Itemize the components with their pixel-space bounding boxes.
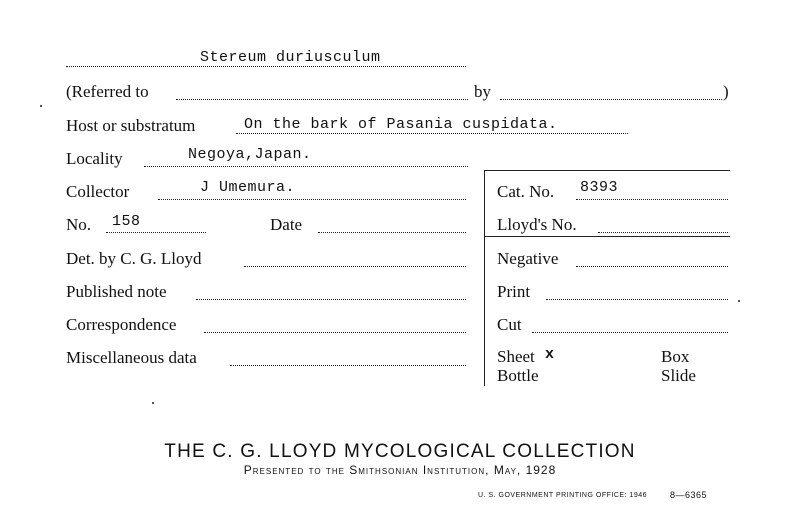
right-box-divider <box>484 236 730 237</box>
lloyds-no-line <box>598 232 728 233</box>
negative-label: Negative <box>497 249 559 268</box>
scan-speck <box>152 402 154 404</box>
by-label: by <box>474 82 491 101</box>
by-line <box>500 99 722 100</box>
cat-no-label: Cat. No. <box>497 182 555 201</box>
collection-title: THE C. G. LLOYD MYCOLOGICAL COLLECTION <box>164 441 636 462</box>
no-value: 158 <box>112 213 141 230</box>
date-label: Date <box>270 215 303 234</box>
cut-label: Cut <box>497 315 522 334</box>
close-paren: ) <box>723 82 729 101</box>
negative-line <box>576 266 728 267</box>
no-label: No. <box>66 215 92 234</box>
printing-office-note: U. S. GOVERNMENT PRINTING OFFICE: 1946 <box>478 492 648 499</box>
referred-to-line <box>176 99 468 100</box>
collection-subtitle: Presented to the Smithsonian Institution, May, 1928 <box>243 463 557 477</box>
no-line <box>106 232 206 233</box>
host-label: Host or substratum <box>66 116 196 135</box>
misc-data-line <box>230 365 466 366</box>
sheet-mark: x <box>545 346 555 363</box>
referred-to-label: (Referred to <box>66 82 149 101</box>
lloyds-no-label: Lloyd's No. <box>497 215 577 234</box>
print-label: Print <box>497 282 531 301</box>
correspondence-line <box>204 332 466 333</box>
published-note-label: Published note <box>66 282 167 301</box>
sheet-label: Sheet <box>497 347 535 366</box>
collector-label: Collector <box>66 182 130 201</box>
locality-line <box>144 166 468 167</box>
cat-no-value: 8393 <box>580 179 619 196</box>
collector-line <box>158 199 466 200</box>
date-line <box>318 232 466 233</box>
scan-speck <box>40 105 42 107</box>
det-by-label: Det. by C. G. Lloyd <box>66 249 202 268</box>
published-note-line <box>196 299 466 300</box>
slide-label: Slide <box>661 366 696 385</box>
print-line <box>546 299 728 300</box>
locality-label: Locality <box>66 149 123 168</box>
box-label: Box <box>661 347 690 366</box>
locality-value: Negoya,Japan. <box>188 146 312 163</box>
scan-speck <box>738 300 740 302</box>
host-value: On the bark of Pasania cuspidata. <box>244 116 558 133</box>
form-number: 8—6365 <box>670 490 708 500</box>
cut-line <box>532 332 728 333</box>
species-value: Stereum duriusculum <box>200 49 381 66</box>
bottle-label: Bottle <box>497 366 539 385</box>
right-box-top <box>484 170 730 171</box>
misc-data-label: Miscellaneous data <box>66 348 197 367</box>
cat-no-line <box>576 199 728 200</box>
correspondence-label: Correspondence <box>66 315 177 334</box>
det-by-line <box>244 266 466 267</box>
collector-value: J Umemura. <box>200 179 296 196</box>
right-box-border <box>484 170 485 386</box>
